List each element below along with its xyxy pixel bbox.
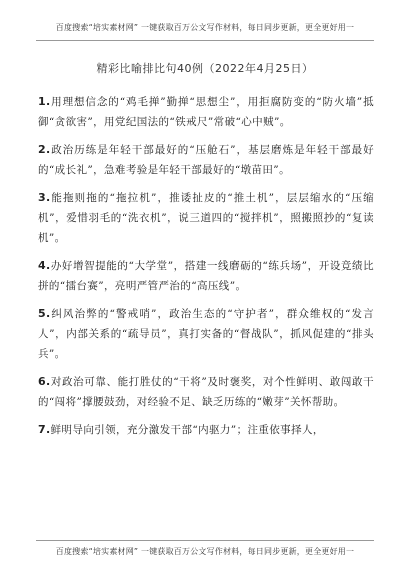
item-number: 4.	[38, 259, 51, 272]
item-text: 对政治可靠、能打胜仗的“干将”及时褒奖，对个性鲜明、敢闯敢干的“闯将”撑腰鼓劲，对经验不足、缺乏历练的“嫩芽”关怀帮助。	[38, 376, 374, 408]
list-item	[38, 256, 374, 296]
item-text: 办好增智提能的“大学堂”，搭建一线磨砺的“练兵场”，开设竞绩比拼的“擂台赛”，亮明严管严治的“高压线”。	[38, 260, 374, 292]
footer-banner: 百度搜索“培实素材网” 一键获取百万公文写作材料，每日同步更新，更全更好用一	[55, 547, 355, 556]
list-item	[38, 188, 374, 248]
list-item	[38, 92, 374, 132]
item-text: 纠风治弊的“警戒哨”，政治生态的“守护者”，群众维权的“发言人”，内部关系的“疏导员”，真打实备的“督战队”，抓风促建的“排头兵”。	[38, 308, 374, 360]
document-title: 精彩比喻排比句40例（2022年4月25日）	[96, 62, 314, 75]
item-number: 6.	[38, 375, 51, 388]
header-divider	[36, 40, 374, 41]
item-number: 5.	[38, 307, 51, 320]
item-number: 7.	[38, 423, 51, 436]
item-number: 1.	[38, 95, 51, 108]
document-body	[38, 92, 374, 448]
footer-divider	[36, 540, 374, 541]
item-number: 2.	[38, 143, 51, 156]
list-item	[38, 420, 374, 440]
item-text: 鲜明导向引领，充分激发干部“内驱力”；注重依事择人，	[50, 424, 324, 436]
list-item	[38, 304, 374, 364]
item-text: 政治历练是年轻干部最好的“压舱石”，基层磨炼是年轻干部最好的“成长礼”，急难考验是年轻干部最好的“墩苗田”。	[38, 144, 374, 176]
item-number: 3.	[38, 191, 51, 204]
item-text: 能拖则拖的“拖拉机”，推诿扯皮的“推土机”，层层缩水的“压缩机”，爱惜羽毛的“洗衣机”，说三道四的“搅拌机”，照搬照抄的“复读机”。	[38, 192, 374, 244]
item-text: 用理想信念的“鸡毛掸”勤掸“思想尘”，用拒腐防变的“防火墙”抵御“贪欲害”，用党纪国法的“铁戒尺”常破“心中贼”。	[38, 96, 374, 128]
list-item	[38, 372, 374, 412]
header-banner: 百度搜索“培实素材网” 一键获取百万公文写作材料，每日同步更新，更全更好用一	[55, 23, 355, 32]
list-item	[38, 140, 374, 180]
